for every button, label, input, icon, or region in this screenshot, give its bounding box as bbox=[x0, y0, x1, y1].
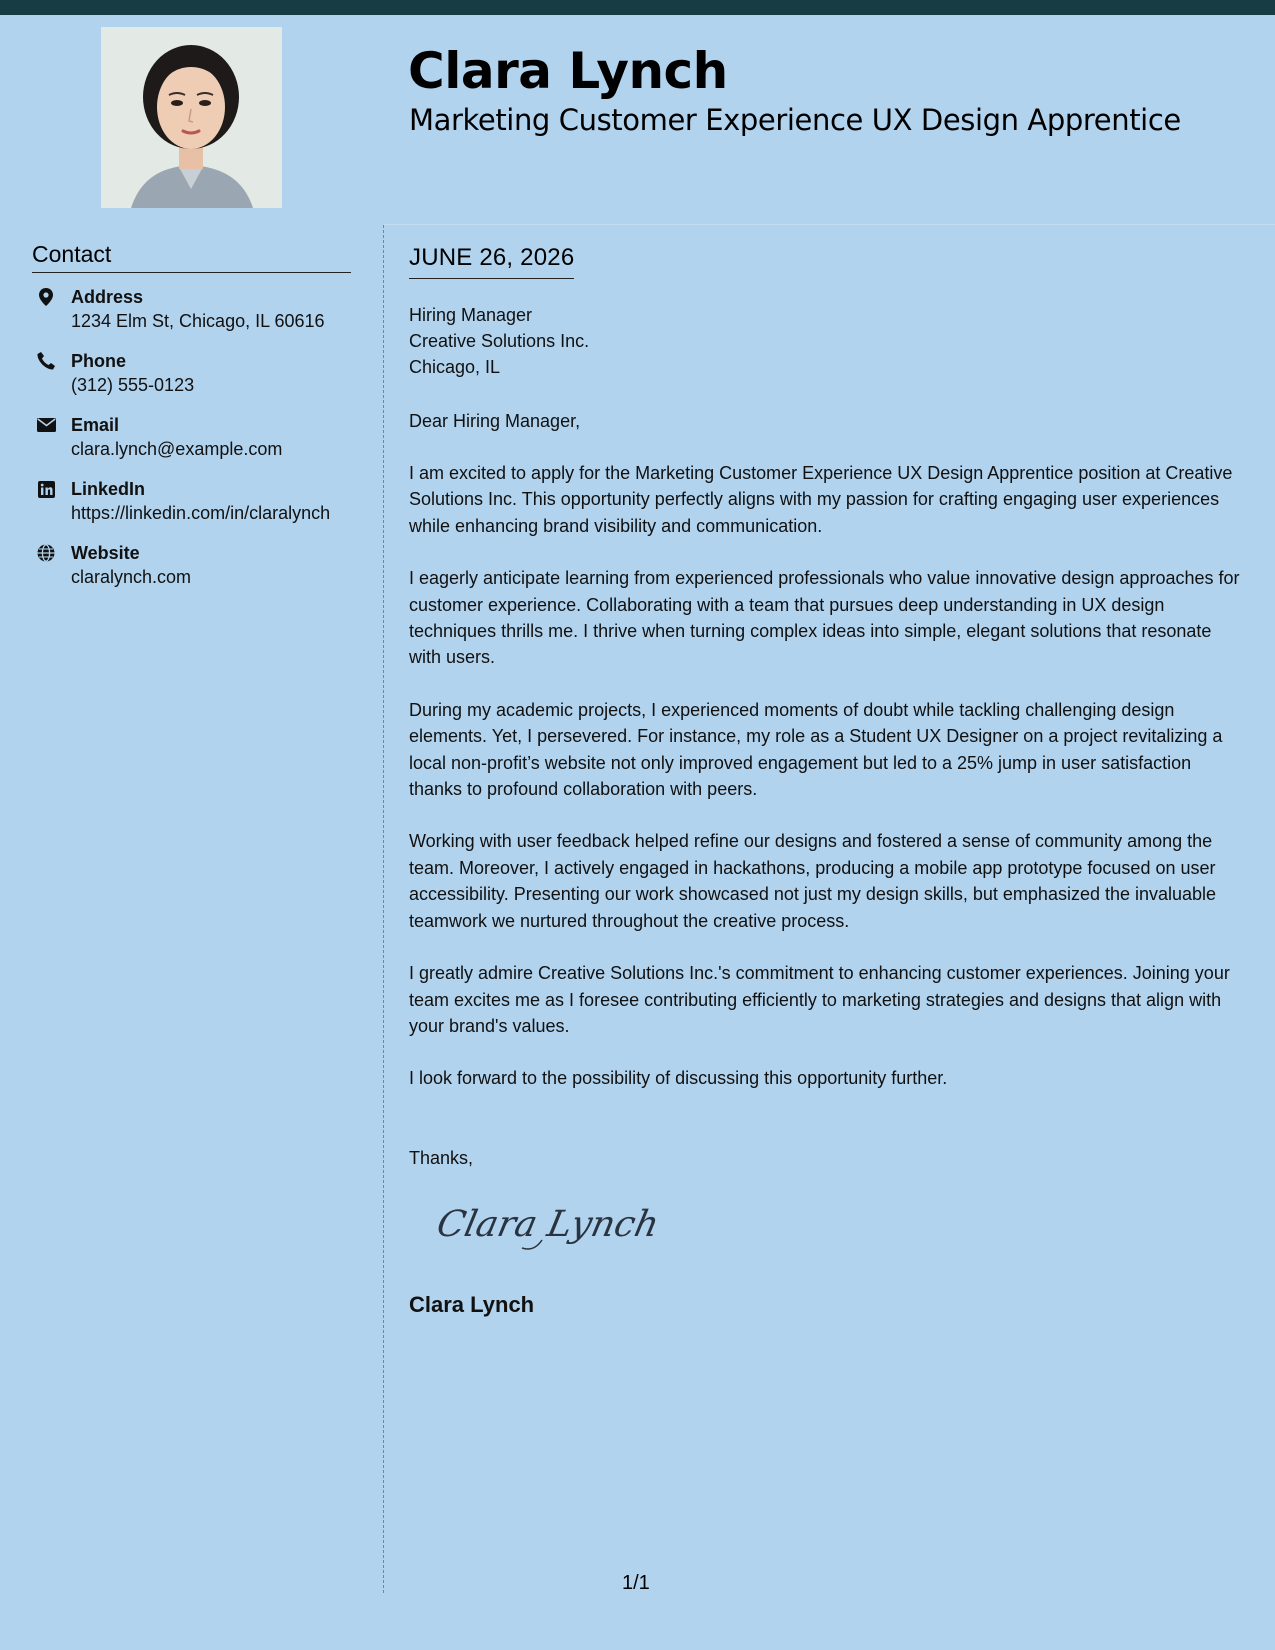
letter-paragraph: During my academic projects, I experienced moments of doubt while tackling challenging design elements. Yet, I persevered. For instance, my role as a Student UX Designer on a project revitalizing a local non-profit’s website not only improved engagement but led to a 25% jump in user satisfaction thanks to profound collaboration with peers. bbox=[409, 699, 1223, 800]
recipient-line: Hiring Manager bbox=[409, 305, 533, 325]
letter-date: JUNE 26, 2026 bbox=[409, 244, 574, 279]
email-value[interactable]: clara.lynch@example.com bbox=[71, 439, 283, 459]
signature-image bbox=[433, 1194, 663, 1259]
contact-email bbox=[32, 413, 352, 461]
contact-label: Email bbox=[71, 415, 120, 435]
recipient-line: Creative Solutions Inc. bbox=[409, 331, 590, 351]
contact-heading: Contact bbox=[32, 241, 351, 273]
envelope-icon bbox=[36, 415, 56, 435]
phone-icon bbox=[36, 351, 56, 371]
avatar bbox=[101, 27, 282, 208]
contact-label: Address bbox=[71, 287, 144, 307]
contact-label: Phone bbox=[71, 351, 127, 371]
letter-paragraph: I am excited to apply for the Marketing Customer Experience UX Design Apprentice position at Creative Solutions Inc. This opportunity perfectly aligns with my passion for crafting engaging user experiences while enhancing brand visibility and communication. bbox=[409, 463, 1233, 536]
address-value: 1234 Elm St, Chicago, IL 60616 bbox=[71, 311, 325, 331]
letter-paragraph: I look forward to the possibility of discussing this opportunity further. bbox=[409, 1068, 948, 1089]
contact-linkedin bbox=[32, 477, 352, 525]
top-bar bbox=[0, 0, 1275, 15]
contact-list bbox=[32, 285, 352, 605]
signed-name: Clara Lynch bbox=[409, 1292, 535, 1317]
letter-paragraph: Working with user feedback helped refine our designs and fostered a sense of community among the team. Moreover, I actively engaged in hackathons, producing a mobile app prototype focused on user accessibility. Presenting our work showcased not just my design skills, but emphasized the invaluable teamwork we nurtured throughout the creative process. bbox=[409, 831, 1217, 931]
letter-paragraph: I greatly admire Creative Solutions Inc.'s commitment to enhancing customer experiences. Joining your team excites me as I foresee contributing efficiently to marketing strategies and designs that align with your brand's values. bbox=[409, 963, 1230, 1036]
closing: Thanks, bbox=[409, 1148, 474, 1168]
candidate-name: Clara Lynch bbox=[408, 42, 728, 100]
globe-icon bbox=[36, 543, 56, 563]
contact-address bbox=[32, 285, 352, 333]
website-value[interactable]: claralynch.com bbox=[71, 567, 192, 587]
contact-label: LinkedIn bbox=[71, 479, 146, 499]
letter-body bbox=[409, 302, 1244, 1092]
signature-text: Clara Lynch bbox=[433, 1202, 663, 1245]
profile-photo bbox=[101, 27, 282, 208]
column-divider bbox=[383, 225, 384, 1593]
recipient-line: Chicago, IL bbox=[409, 357, 501, 377]
salutation: Dear Hiring Manager, bbox=[409, 411, 581, 431]
page-number: 1/1 bbox=[622, 1572, 650, 1594]
letter-paragraph: I eagerly anticipate learning from experienced professionals who value innovative design approaches for customer experience. Collaborating with a team that pursues deep understanding in UX design techniques thrills me. I thrive when turning complex ideas into simple, elegant solutions that resonate with users. bbox=[409, 568, 1240, 668]
header-divider bbox=[384, 224, 1275, 225]
phone-value: (312) 555-0123 bbox=[71, 375, 195, 395]
contact-website bbox=[32, 541, 352, 589]
job-title: Marketing Customer Experience UX Design Apprentice bbox=[409, 103, 1181, 137]
linkedin-value[interactable]: https://linkedin.com/in/claralynch bbox=[71, 503, 331, 523]
map-pin-icon bbox=[36, 287, 56, 307]
contact-phone bbox=[32, 349, 352, 397]
contact-label: Website bbox=[71, 543, 140, 563]
linkedin-icon bbox=[36, 479, 56, 499]
recipient-block bbox=[409, 302, 1244, 380]
